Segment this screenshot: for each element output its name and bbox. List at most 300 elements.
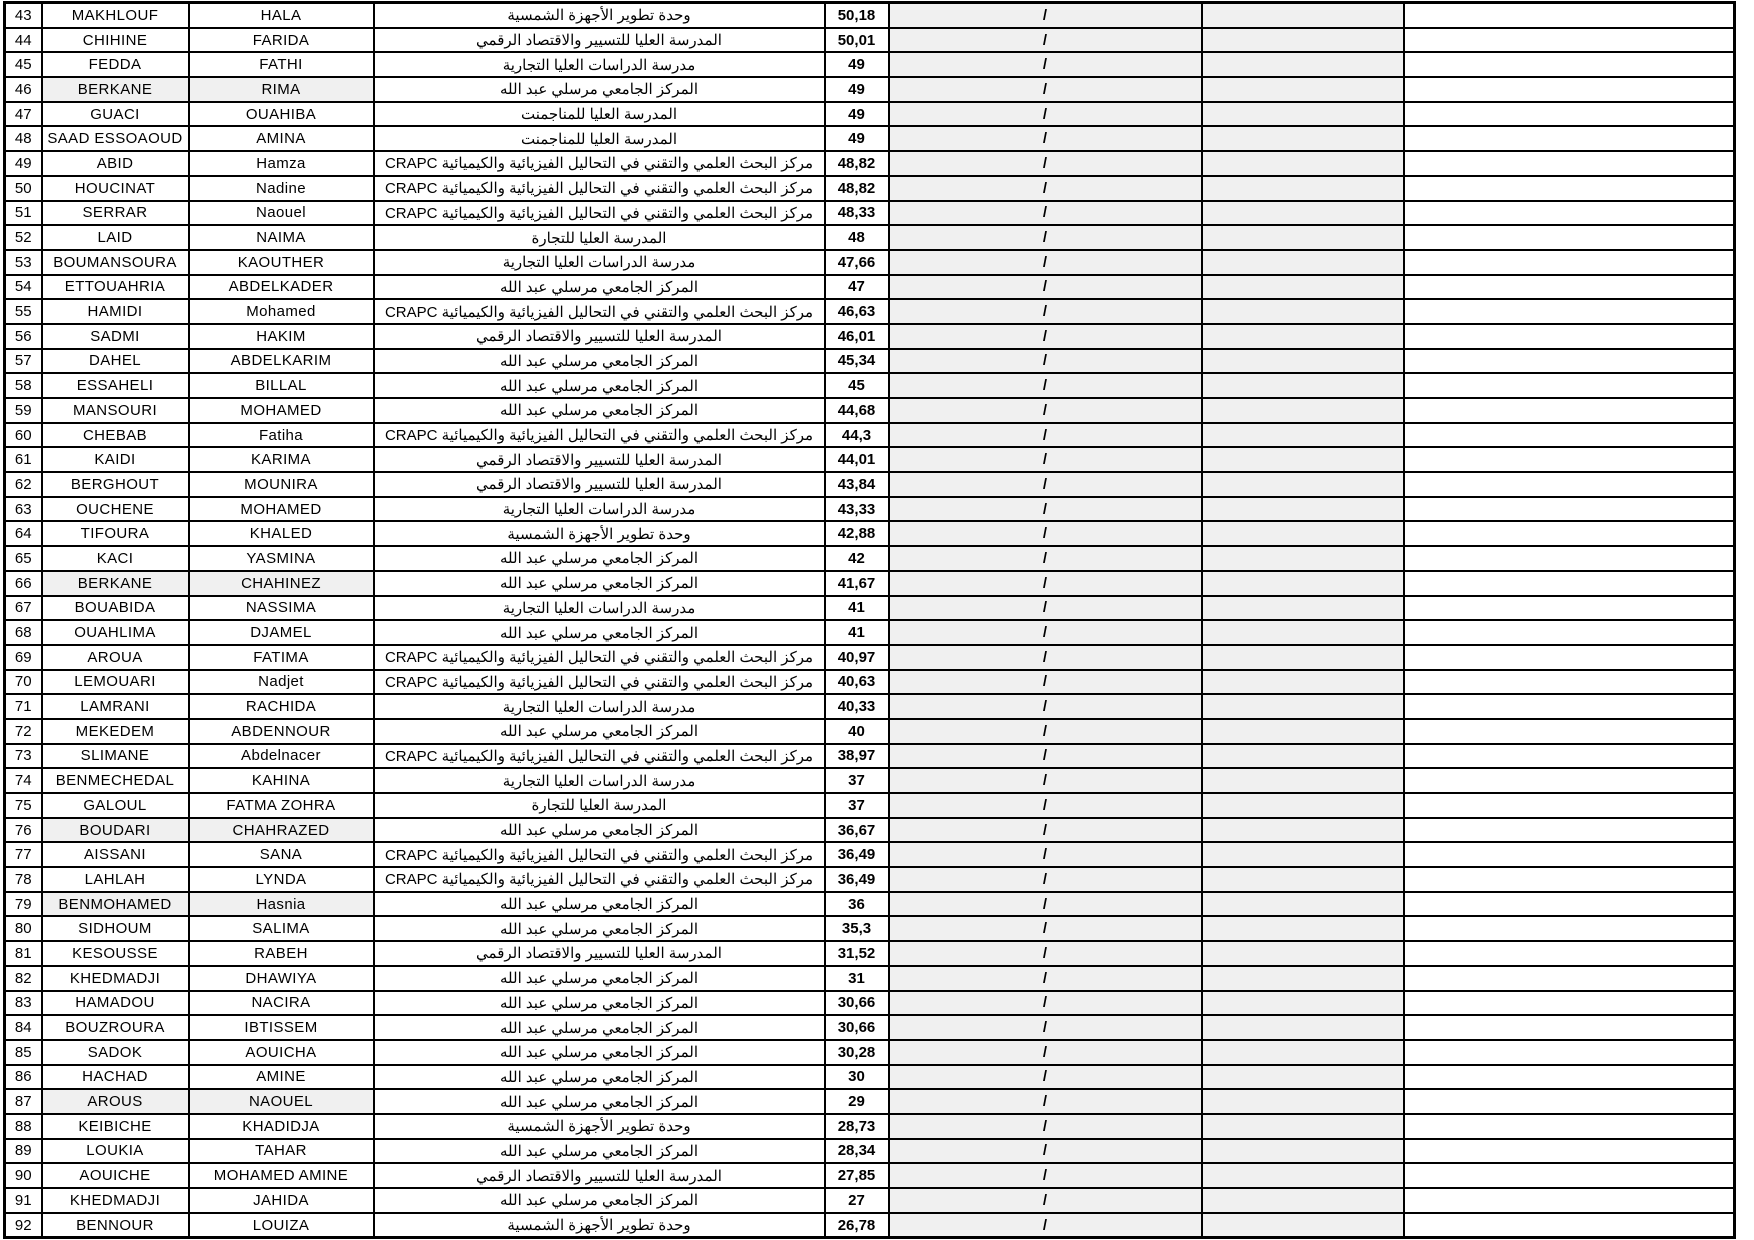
rank-cell: 48 bbox=[5, 126, 42, 151]
institution-cell: مركز البحث العلمي والتقني في التحاليل الفيزيائية والكيميائية CRAPC bbox=[374, 151, 825, 176]
empty-cell-2 bbox=[1404, 546, 1735, 571]
score-cell: 43,33 bbox=[825, 497, 889, 522]
score-cell: 30 bbox=[825, 1065, 889, 1090]
score-cell: 49 bbox=[825, 126, 889, 151]
first-name-cell: TAHAR bbox=[189, 1139, 374, 1164]
empty-cell-1 bbox=[1202, 1089, 1404, 1114]
empty-cell-1 bbox=[1202, 126, 1404, 151]
rank-cell: 43 bbox=[5, 3, 42, 28]
slash-cell: / bbox=[889, 225, 1202, 250]
first-name-cell: YASMINA bbox=[189, 546, 374, 571]
score-cell: 30,28 bbox=[825, 1040, 889, 1065]
slash-cell: / bbox=[889, 620, 1202, 645]
last-name-cell: GUACI bbox=[42, 102, 189, 127]
institution-cell: المركز الجامعي مرسلي عبد الله bbox=[374, 77, 825, 102]
empty-cell-1 bbox=[1202, 349, 1404, 374]
score-cell: 46,01 bbox=[825, 324, 889, 349]
slash-cell: / bbox=[889, 1213, 1202, 1238]
institution-cell: المركز الجامعي مرسلي عبد الله bbox=[374, 275, 825, 300]
first-name-cell: FATMA ZOHRA bbox=[189, 793, 374, 818]
score-cell: 42,88 bbox=[825, 521, 889, 546]
empty-cell-2 bbox=[1404, 941, 1735, 966]
first-name-cell: KHADIDJA bbox=[189, 1114, 374, 1139]
slash-cell: / bbox=[889, 126, 1202, 151]
score-cell: 35,3 bbox=[825, 916, 889, 941]
empty-cell-1 bbox=[1202, 176, 1404, 201]
score-cell: 49 bbox=[825, 77, 889, 102]
score-cell: 40 bbox=[825, 719, 889, 744]
empty-cell-2 bbox=[1404, 966, 1735, 991]
institution-cell: المركز الجامعي مرسلي عبد الله bbox=[374, 1139, 825, 1164]
table-row bbox=[5, 768, 1735, 793]
rank-cell: 66 bbox=[5, 571, 42, 596]
first-name-cell: SALIMA bbox=[189, 916, 374, 941]
first-name-cell: ABDELKADER bbox=[189, 275, 374, 300]
rank-cell: 73 bbox=[5, 744, 42, 769]
table-row bbox=[5, 719, 1735, 744]
empty-cell-2 bbox=[1404, 768, 1735, 793]
score-cell: 28,34 bbox=[825, 1139, 889, 1164]
last-name-cell: HAMADOU bbox=[42, 991, 189, 1016]
table-row bbox=[5, 645, 1735, 670]
institution-cell: المركز الجامعي مرسلي عبد الله bbox=[374, 546, 825, 571]
slash-cell: / bbox=[889, 373, 1202, 398]
empty-cell-1 bbox=[1202, 201, 1404, 226]
rank-cell: 46 bbox=[5, 77, 42, 102]
empty-cell-2 bbox=[1404, 3, 1735, 28]
rank-cell: 47 bbox=[5, 102, 42, 127]
table-row bbox=[5, 151, 1735, 176]
slash-cell: / bbox=[889, 1188, 1202, 1213]
empty-cell-1 bbox=[1202, 1139, 1404, 1164]
rank-cell: 90 bbox=[5, 1163, 42, 1188]
score-cell: 40,97 bbox=[825, 645, 889, 670]
institution-cell: مدرسة الدراسات العليا التجارية bbox=[374, 52, 825, 77]
score-cell: 43,84 bbox=[825, 472, 889, 497]
slash-cell: / bbox=[889, 1065, 1202, 1090]
empty-cell-2 bbox=[1404, 620, 1735, 645]
rank-cell: 70 bbox=[5, 670, 42, 695]
last-name-cell: OUCHENE bbox=[42, 497, 189, 522]
first-name-cell: NAOUEL bbox=[189, 1089, 374, 1114]
first-name-cell: Abdelnacer bbox=[189, 744, 374, 769]
empty-cell-1 bbox=[1202, 1040, 1404, 1065]
empty-cell-1 bbox=[1202, 1015, 1404, 1040]
slash-cell: / bbox=[889, 645, 1202, 670]
first-name-cell: Naouel bbox=[189, 201, 374, 226]
empty-cell-1 bbox=[1202, 645, 1404, 670]
table-row bbox=[5, 423, 1735, 448]
last-name-cell: BOUMANSOURA bbox=[42, 250, 189, 275]
institution-cell: مركز البحث العلمي والتقني في التحاليل الفيزيائية والكيميائية CRAPC bbox=[374, 842, 825, 867]
institution-cell: المدرسة العليا للتسيير والاقتصاد الرقمي bbox=[374, 28, 825, 53]
rank-cell: 64 bbox=[5, 521, 42, 546]
table-row bbox=[5, 1065, 1735, 1090]
score-cell: 38,97 bbox=[825, 744, 889, 769]
empty-cell-2 bbox=[1404, 102, 1735, 127]
first-name-cell: FATHI bbox=[189, 52, 374, 77]
empty-cell-1 bbox=[1202, 52, 1404, 77]
institution-cell: وحدة تطوير الأجهزة الشمسية bbox=[374, 521, 825, 546]
institution-cell: المركز الجامعي مرسلي عبد الله bbox=[374, 991, 825, 1016]
rank-cell: 50 bbox=[5, 176, 42, 201]
table-row bbox=[5, 670, 1735, 695]
table-row bbox=[5, 521, 1735, 546]
rank-cell: 92 bbox=[5, 1213, 42, 1238]
slash-cell: / bbox=[889, 52, 1202, 77]
rank-cell: 61 bbox=[5, 447, 42, 472]
institution-cell: المركز الجامعي مرسلي عبد الله bbox=[374, 349, 825, 374]
empty-cell-1 bbox=[1202, 275, 1404, 300]
first-name-cell: BILLAL bbox=[189, 373, 374, 398]
last-name-cell: BERKANE bbox=[42, 571, 189, 596]
empty-cell-1 bbox=[1202, 941, 1404, 966]
institution-cell: مركز البحث العلمي والتقني في التحاليل الفيزيائية والكيميائية CRAPC bbox=[374, 176, 825, 201]
score-cell: 49 bbox=[825, 102, 889, 127]
last-name-cell: SIDHOUM bbox=[42, 916, 189, 941]
institution-cell: مدرسة الدراسات العليا التجارية bbox=[374, 497, 825, 522]
table-row bbox=[5, 744, 1735, 769]
empty-cell-1 bbox=[1202, 497, 1404, 522]
score-cell: 48,33 bbox=[825, 201, 889, 226]
slash-cell: / bbox=[889, 299, 1202, 324]
table-row bbox=[5, 472, 1735, 497]
slash-cell: / bbox=[889, 670, 1202, 695]
rank-cell: 79 bbox=[5, 892, 42, 917]
first-name-cell: RABEH bbox=[189, 941, 374, 966]
last-name-cell: LAHLAH bbox=[42, 867, 189, 892]
last-name-cell: LAID bbox=[42, 225, 189, 250]
rank-cell: 68 bbox=[5, 620, 42, 645]
empty-cell-2 bbox=[1404, 1065, 1735, 1090]
table-row bbox=[5, 620, 1735, 645]
table-row bbox=[5, 1089, 1735, 1114]
empty-cell-2 bbox=[1404, 521, 1735, 546]
rank-cell: 55 bbox=[5, 299, 42, 324]
rank-cell: 62 bbox=[5, 472, 42, 497]
empty-cell-1 bbox=[1202, 793, 1404, 818]
slash-cell: / bbox=[889, 1015, 1202, 1040]
last-name-cell: BOUDARI bbox=[42, 818, 189, 843]
institution-cell: وحدة تطوير الأجهزة الشمسية bbox=[374, 1114, 825, 1139]
institution-cell: المدرسة العليا للتسيير والاقتصاد الرقمي bbox=[374, 447, 825, 472]
empty-cell-2 bbox=[1404, 670, 1735, 695]
last-name-cell: MAKHLOUF bbox=[42, 3, 189, 28]
empty-cell-1 bbox=[1202, 102, 1404, 127]
slash-cell: / bbox=[889, 1163, 1202, 1188]
empty-cell-1 bbox=[1202, 966, 1404, 991]
empty-cell-2 bbox=[1404, 423, 1735, 448]
first-name-cell: KAOUTHER bbox=[189, 250, 374, 275]
first-name-cell: Fatiha bbox=[189, 423, 374, 448]
score-cell: 31,52 bbox=[825, 941, 889, 966]
empty-cell-1 bbox=[1202, 719, 1404, 744]
score-cell: 45 bbox=[825, 373, 889, 398]
table-row bbox=[5, 596, 1735, 621]
slash-cell: / bbox=[889, 916, 1202, 941]
last-name-cell: KAIDI bbox=[42, 447, 189, 472]
score-cell: 48,82 bbox=[825, 176, 889, 201]
empty-cell-2 bbox=[1404, 497, 1735, 522]
last-name-cell: BENNOUR bbox=[42, 1213, 189, 1238]
first-name-cell: Nadjet bbox=[189, 670, 374, 695]
slash-cell: / bbox=[889, 546, 1202, 571]
rank-cell: 63 bbox=[5, 497, 42, 522]
table-row bbox=[5, 694, 1735, 719]
institution-cell: مركز البحث العلمي والتقني في التحاليل الفيزيائية والكيميائية CRAPC bbox=[374, 867, 825, 892]
slash-cell: / bbox=[889, 398, 1202, 423]
last-name-cell: AOUICHE bbox=[42, 1163, 189, 1188]
last-name-cell: MEKEDEM bbox=[42, 719, 189, 744]
institution-cell: المدرسة العليا للتسيير والاقتصاد الرقمي bbox=[374, 941, 825, 966]
last-name-cell: ESSAHELI bbox=[42, 373, 189, 398]
empty-cell-2 bbox=[1404, 892, 1735, 917]
institution-cell: المدرسة العليا للمناجمنت bbox=[374, 102, 825, 127]
last-name-cell: AISSANI bbox=[42, 842, 189, 867]
rank-cell: 78 bbox=[5, 867, 42, 892]
table-row bbox=[5, 126, 1735, 151]
score-cell: 27 bbox=[825, 1188, 889, 1213]
rank-cell: 60 bbox=[5, 423, 42, 448]
institution-cell: المركز الجامعي مرسلي عبد الله bbox=[374, 571, 825, 596]
institution-cell: المركز الجامعي مرسلي عبد الله bbox=[374, 1089, 825, 1114]
institution-cell: المركز الجامعي مرسلي عبد الله bbox=[374, 1015, 825, 1040]
slash-cell: / bbox=[889, 275, 1202, 300]
last-name-cell: KACI bbox=[42, 546, 189, 571]
empty-cell-2 bbox=[1404, 1114, 1735, 1139]
institution-cell: المدرسة العليا للتسيير والاقتصاد الرقمي bbox=[374, 324, 825, 349]
empty-cell-2 bbox=[1404, 842, 1735, 867]
empty-cell-1 bbox=[1202, 1163, 1404, 1188]
rank-cell: 71 bbox=[5, 694, 42, 719]
slash-cell: / bbox=[889, 176, 1202, 201]
results-table bbox=[3, 1, 1736, 1239]
slash-cell: / bbox=[889, 793, 1202, 818]
table-row bbox=[5, 398, 1735, 423]
last-name-cell: FEDDA bbox=[42, 52, 189, 77]
last-name-cell: CHEBAB bbox=[42, 423, 189, 448]
first-name-cell: ABDELKARIM bbox=[189, 349, 374, 374]
institution-cell: مدرسة الدراسات العليا التجارية bbox=[374, 250, 825, 275]
score-cell: 47,66 bbox=[825, 250, 889, 275]
institution-cell: وحدة تطوير الأجهزة الشمسية bbox=[374, 1213, 825, 1238]
first-name-cell: MOHAMED bbox=[189, 497, 374, 522]
first-name-cell: AOUICHA bbox=[189, 1040, 374, 1065]
rank-cell: 44 bbox=[5, 28, 42, 53]
table-row bbox=[5, 1213, 1735, 1238]
empty-cell-2 bbox=[1404, 28, 1735, 53]
score-cell: 48 bbox=[825, 225, 889, 250]
institution-cell: مركز البحث العلمي والتقني في التحاليل الفيزيائية والكيميائية CRAPC bbox=[374, 299, 825, 324]
slash-cell: / bbox=[889, 77, 1202, 102]
rank-cell: 58 bbox=[5, 373, 42, 398]
institution-cell: المركز الجامعي مرسلي عبد الله bbox=[374, 398, 825, 423]
last-name-cell: HAMIDI bbox=[42, 299, 189, 324]
empty-cell-2 bbox=[1404, 818, 1735, 843]
table-row bbox=[5, 349, 1735, 374]
last-name-cell: ETTOUAHRIA bbox=[42, 275, 189, 300]
rank-cell: 85 bbox=[5, 1040, 42, 1065]
institution-cell: المركز الجامعي مرسلي عبد الله bbox=[374, 966, 825, 991]
last-name-cell: LOUKIA bbox=[42, 1139, 189, 1164]
empty-cell-2 bbox=[1404, 571, 1735, 596]
first-name-cell: KHALED bbox=[189, 521, 374, 546]
slash-cell: / bbox=[889, 1089, 1202, 1114]
table-row bbox=[5, 1114, 1735, 1139]
first-name-cell: Mohamed bbox=[189, 299, 374, 324]
slash-cell: / bbox=[889, 892, 1202, 917]
first-name-cell: MOUNIRA bbox=[189, 472, 374, 497]
institution-cell: المركز الجامعي مرسلي عبد الله bbox=[374, 1065, 825, 1090]
empty-cell-1 bbox=[1202, 398, 1404, 423]
rank-cell: 67 bbox=[5, 596, 42, 621]
first-name-cell: MOHAMED AMINE bbox=[189, 1163, 374, 1188]
last-name-cell: SAAD ESSOAOUD bbox=[42, 126, 189, 151]
table-row bbox=[5, 1139, 1735, 1164]
empty-cell-2 bbox=[1404, 1015, 1735, 1040]
rank-cell: 69 bbox=[5, 645, 42, 670]
empty-cell-1 bbox=[1202, 867, 1404, 892]
empty-cell-2 bbox=[1404, 126, 1735, 151]
institution-cell: المدرسة العليا للتجارة bbox=[374, 225, 825, 250]
empty-cell-2 bbox=[1404, 176, 1735, 201]
empty-cell-1 bbox=[1202, 1065, 1404, 1090]
empty-cell-1 bbox=[1202, 670, 1404, 695]
empty-cell-1 bbox=[1202, 77, 1404, 102]
table-row bbox=[5, 28, 1735, 53]
table-row bbox=[5, 77, 1735, 102]
first-name-cell: RACHIDA bbox=[189, 694, 374, 719]
empty-cell-1 bbox=[1202, 916, 1404, 941]
last-name-cell: TIFOURA bbox=[42, 521, 189, 546]
slash-cell: / bbox=[889, 3, 1202, 28]
empty-cell-1 bbox=[1202, 571, 1404, 596]
empty-cell-1 bbox=[1202, 28, 1404, 53]
last-name-cell: LEMOUARI bbox=[42, 670, 189, 695]
empty-cell-1 bbox=[1202, 250, 1404, 275]
empty-cell-2 bbox=[1404, 275, 1735, 300]
table-row bbox=[5, 250, 1735, 275]
empty-cell-1 bbox=[1202, 818, 1404, 843]
institution-cell: وحدة تطوير الأجهزة الشمسية bbox=[374, 3, 825, 28]
table-row bbox=[5, 1163, 1735, 1188]
first-name-cell: NAIMA bbox=[189, 225, 374, 250]
first-name-cell: JAHIDA bbox=[189, 1188, 374, 1213]
first-name-cell: NASSIMA bbox=[189, 596, 374, 621]
slash-cell: / bbox=[889, 497, 1202, 522]
rank-cell: 89 bbox=[5, 1139, 42, 1164]
rank-cell: 81 bbox=[5, 941, 42, 966]
score-cell: 27,85 bbox=[825, 1163, 889, 1188]
first-name-cell: FARIDA bbox=[189, 28, 374, 53]
rank-cell: 80 bbox=[5, 916, 42, 941]
empty-cell-2 bbox=[1404, 744, 1735, 769]
score-cell: 29 bbox=[825, 1089, 889, 1114]
first-name-cell: AMINE bbox=[189, 1065, 374, 1090]
empty-cell-2 bbox=[1404, 1139, 1735, 1164]
first-name-cell: OUAHIBA bbox=[189, 102, 374, 127]
institution-cell: مركز البحث العلمي والتقني في التحاليل الفيزيائية والكيميائية CRAPC bbox=[374, 744, 825, 769]
empty-cell-2 bbox=[1404, 324, 1735, 349]
rank-cell: 53 bbox=[5, 250, 42, 275]
institution-cell: المركز الجامعي مرسلي عبد الله bbox=[374, 719, 825, 744]
empty-cell-2 bbox=[1404, 349, 1735, 374]
rank-cell: 86 bbox=[5, 1065, 42, 1090]
empty-cell-2 bbox=[1404, 916, 1735, 941]
slash-cell: / bbox=[889, 324, 1202, 349]
table-row bbox=[5, 324, 1735, 349]
slash-cell: / bbox=[889, 941, 1202, 966]
rank-cell: 91 bbox=[5, 1188, 42, 1213]
last-name-cell: SLIMANE bbox=[42, 744, 189, 769]
table-row bbox=[5, 966, 1735, 991]
first-name-cell: CHAHRAZED bbox=[189, 818, 374, 843]
slash-cell: / bbox=[889, 472, 1202, 497]
last-name-cell: ABID bbox=[42, 151, 189, 176]
last-name-cell: AROUS bbox=[42, 1089, 189, 1114]
empty-cell-2 bbox=[1404, 1040, 1735, 1065]
score-cell: 49 bbox=[825, 52, 889, 77]
rank-cell: 49 bbox=[5, 151, 42, 176]
slash-cell: / bbox=[889, 1040, 1202, 1065]
score-cell: 45,34 bbox=[825, 349, 889, 374]
score-cell: 46,63 bbox=[825, 299, 889, 324]
score-cell: 41 bbox=[825, 620, 889, 645]
table-row bbox=[5, 225, 1735, 250]
rank-cell: 88 bbox=[5, 1114, 42, 1139]
rank-cell: 54 bbox=[5, 275, 42, 300]
empty-cell-2 bbox=[1404, 77, 1735, 102]
institution-cell: المركز الجامعي مرسلي عبد الله bbox=[374, 373, 825, 398]
score-cell: 31 bbox=[825, 966, 889, 991]
empty-cell-2 bbox=[1404, 719, 1735, 744]
score-cell: 41 bbox=[825, 596, 889, 621]
empty-cell-2 bbox=[1404, 645, 1735, 670]
rank-cell: 65 bbox=[5, 546, 42, 571]
institution-cell: مدرسة الدراسات العليا التجارية bbox=[374, 694, 825, 719]
first-name-cell: Hamza bbox=[189, 151, 374, 176]
last-name-cell: AROUA bbox=[42, 645, 189, 670]
empty-cell-2 bbox=[1404, 373, 1735, 398]
table-body bbox=[5, 3, 1735, 1238]
score-cell: 26,78 bbox=[825, 1213, 889, 1238]
empty-cell-1 bbox=[1202, 225, 1404, 250]
last-name-cell: OUAHLIMA bbox=[42, 620, 189, 645]
last-name-cell: HOUCINAT bbox=[42, 176, 189, 201]
slash-cell: / bbox=[889, 102, 1202, 127]
slash-cell: / bbox=[889, 571, 1202, 596]
first-name-cell: HAKIM bbox=[189, 324, 374, 349]
score-cell: 40,33 bbox=[825, 694, 889, 719]
empty-cell-1 bbox=[1202, 694, 1404, 719]
last-name-cell: LAMRANI bbox=[42, 694, 189, 719]
slash-cell: / bbox=[889, 28, 1202, 53]
institution-cell: مدرسة الدراسات العليا التجارية bbox=[374, 596, 825, 621]
table-row bbox=[5, 299, 1735, 324]
score-cell: 36,49 bbox=[825, 867, 889, 892]
last-name-cell: SADOK bbox=[42, 1040, 189, 1065]
table-row bbox=[5, 793, 1735, 818]
first-name-cell: CHAHINEZ bbox=[189, 571, 374, 596]
institution-cell: المدرسة العليا للمناجمنت bbox=[374, 126, 825, 151]
first-name-cell: IBTISSEM bbox=[189, 1015, 374, 1040]
first-name-cell: Nadine bbox=[189, 176, 374, 201]
institution-cell: المركز الجامعي مرسلي عبد الله bbox=[374, 1188, 825, 1213]
table-row bbox=[5, 818, 1735, 843]
table-row bbox=[5, 176, 1735, 201]
empty-cell-1 bbox=[1202, 744, 1404, 769]
institution-cell: المركز الجامعي مرسلي عبد الله bbox=[374, 818, 825, 843]
